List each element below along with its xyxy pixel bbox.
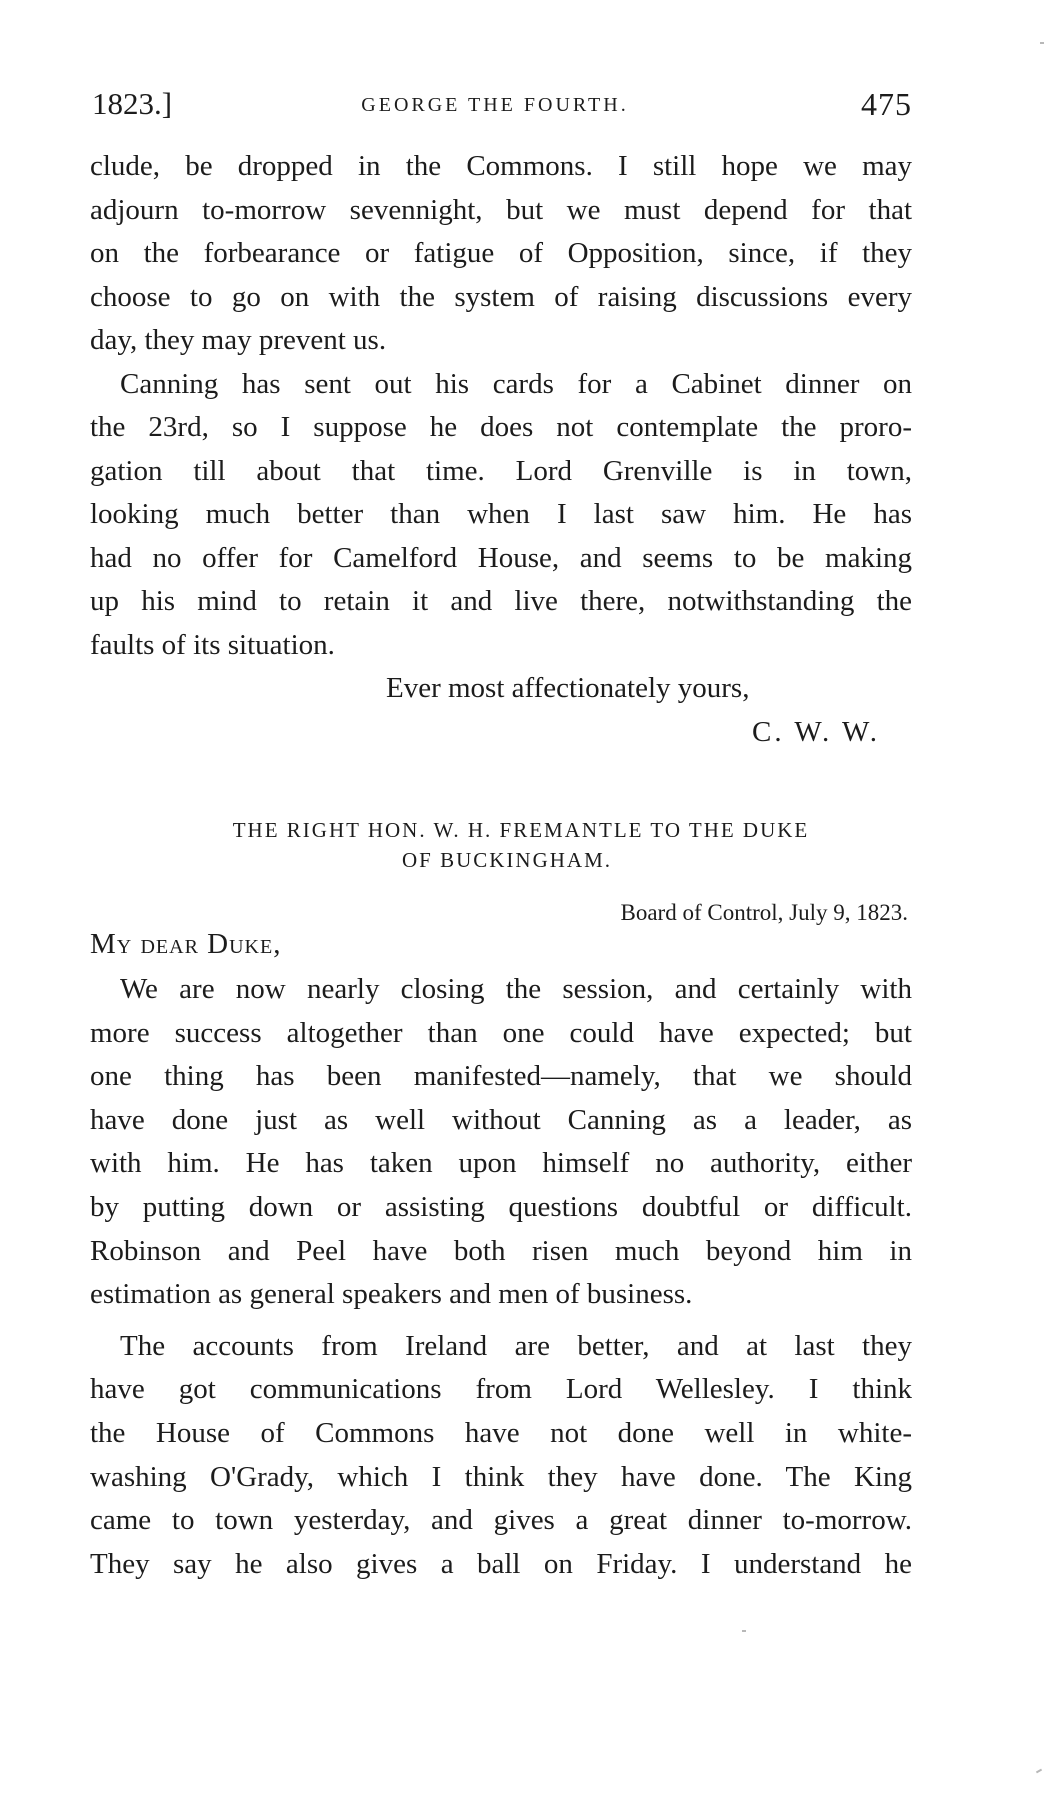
scan-speck [1040,42,1044,44]
closing-line: Ever most affectionately yours, [386,672,750,704]
text-line: clude, be dropped in the Commons. I still hope we may [90,150,912,182]
letter-dateline: Board of Control, July 9, 1823. [620,900,908,925]
running-title-text: GEORGE THE FOURTH. [361,94,629,116]
book-page [90,0,912,1800]
text-line: washing O'Grady, which I think they have done. The King [90,1460,912,1493]
text-line: more success altogether than one could have expected; but [90,1016,912,1049]
text-line: looking much better than when I last saw him. He has [90,498,912,530]
text-line: came to town yesterday, and gives a great dinner to-morrow. [90,1504,912,1537]
text-line: The accounts from Ireland are better, and at last they [120,1329,912,1362]
text-line: have done just as well without Canning as a leader, as [90,1103,912,1136]
letter-heading-line: THE RIGHT HON. W. H. FREMANTLE TO THE DUKE [232,818,810,842]
text-line: estimation as general speakers and men of business. [90,1278,693,1311]
text-line: the 23rd, so I suppose he does not contemplate the proro- [90,411,912,443]
page-header [90,86,912,126]
text-line: gation till about that time. Lord Grenville is in town, [90,454,912,487]
page-number: 475 [861,86,912,122]
scan-speck [742,1630,746,1632]
text-line: Canning has sent out his cards for a Cabinet dinner on [120,367,912,400]
text-line: the House of Commons have not done well in white- [90,1416,912,1449]
letter-body [90,968,912,1586]
text-line: We are now nearly closing the session, and certainly with [120,973,912,1005]
running-title [90,94,912,117]
continued-letter [90,145,912,754]
text-line: choose to go on with the system of raising discussions every [90,280,912,313]
text-line: adjourn to-morrow sevennight, but we must depend for that [90,193,912,226]
letter-heading-line: OF BUCKINGHAM. [401,848,613,872]
text-line: have got communications from Lord Wellesley. I think [90,1373,912,1406]
text-line: up his mind to retain it and live there, notwithstanding the [90,585,912,617]
paragraph-gap [90,1317,912,1325]
text-line: had no offer for Camelford House, and seems to be making [90,541,912,574]
signature: C. W. W. [752,715,880,748]
letter-heading [90,815,912,875]
text-line: Robinson and Peel have both risen much beyond him in [90,1234,912,1267]
scan-speck [1036,1769,1042,1774]
text-line: They say he also gives a ball on Friday. I understand he [90,1547,912,1580]
header-year: 1823.] [92,86,173,121]
text-line: with him. He has taken upon himself no authority, either [90,1147,912,1180]
text-line: one thing has been manifested—namely, that we should [90,1060,912,1093]
text-line: faults of its situation. [90,628,335,661]
text-line: day, they may prevent us. [90,324,387,356]
text-line: by putting down or assisting questions doubtful or difficult. [90,1190,912,1223]
letter-salutation: My dear Duke, [90,928,282,960]
text-line: on the forbearance or fatigue of Opposition, since, if they [90,237,912,269]
